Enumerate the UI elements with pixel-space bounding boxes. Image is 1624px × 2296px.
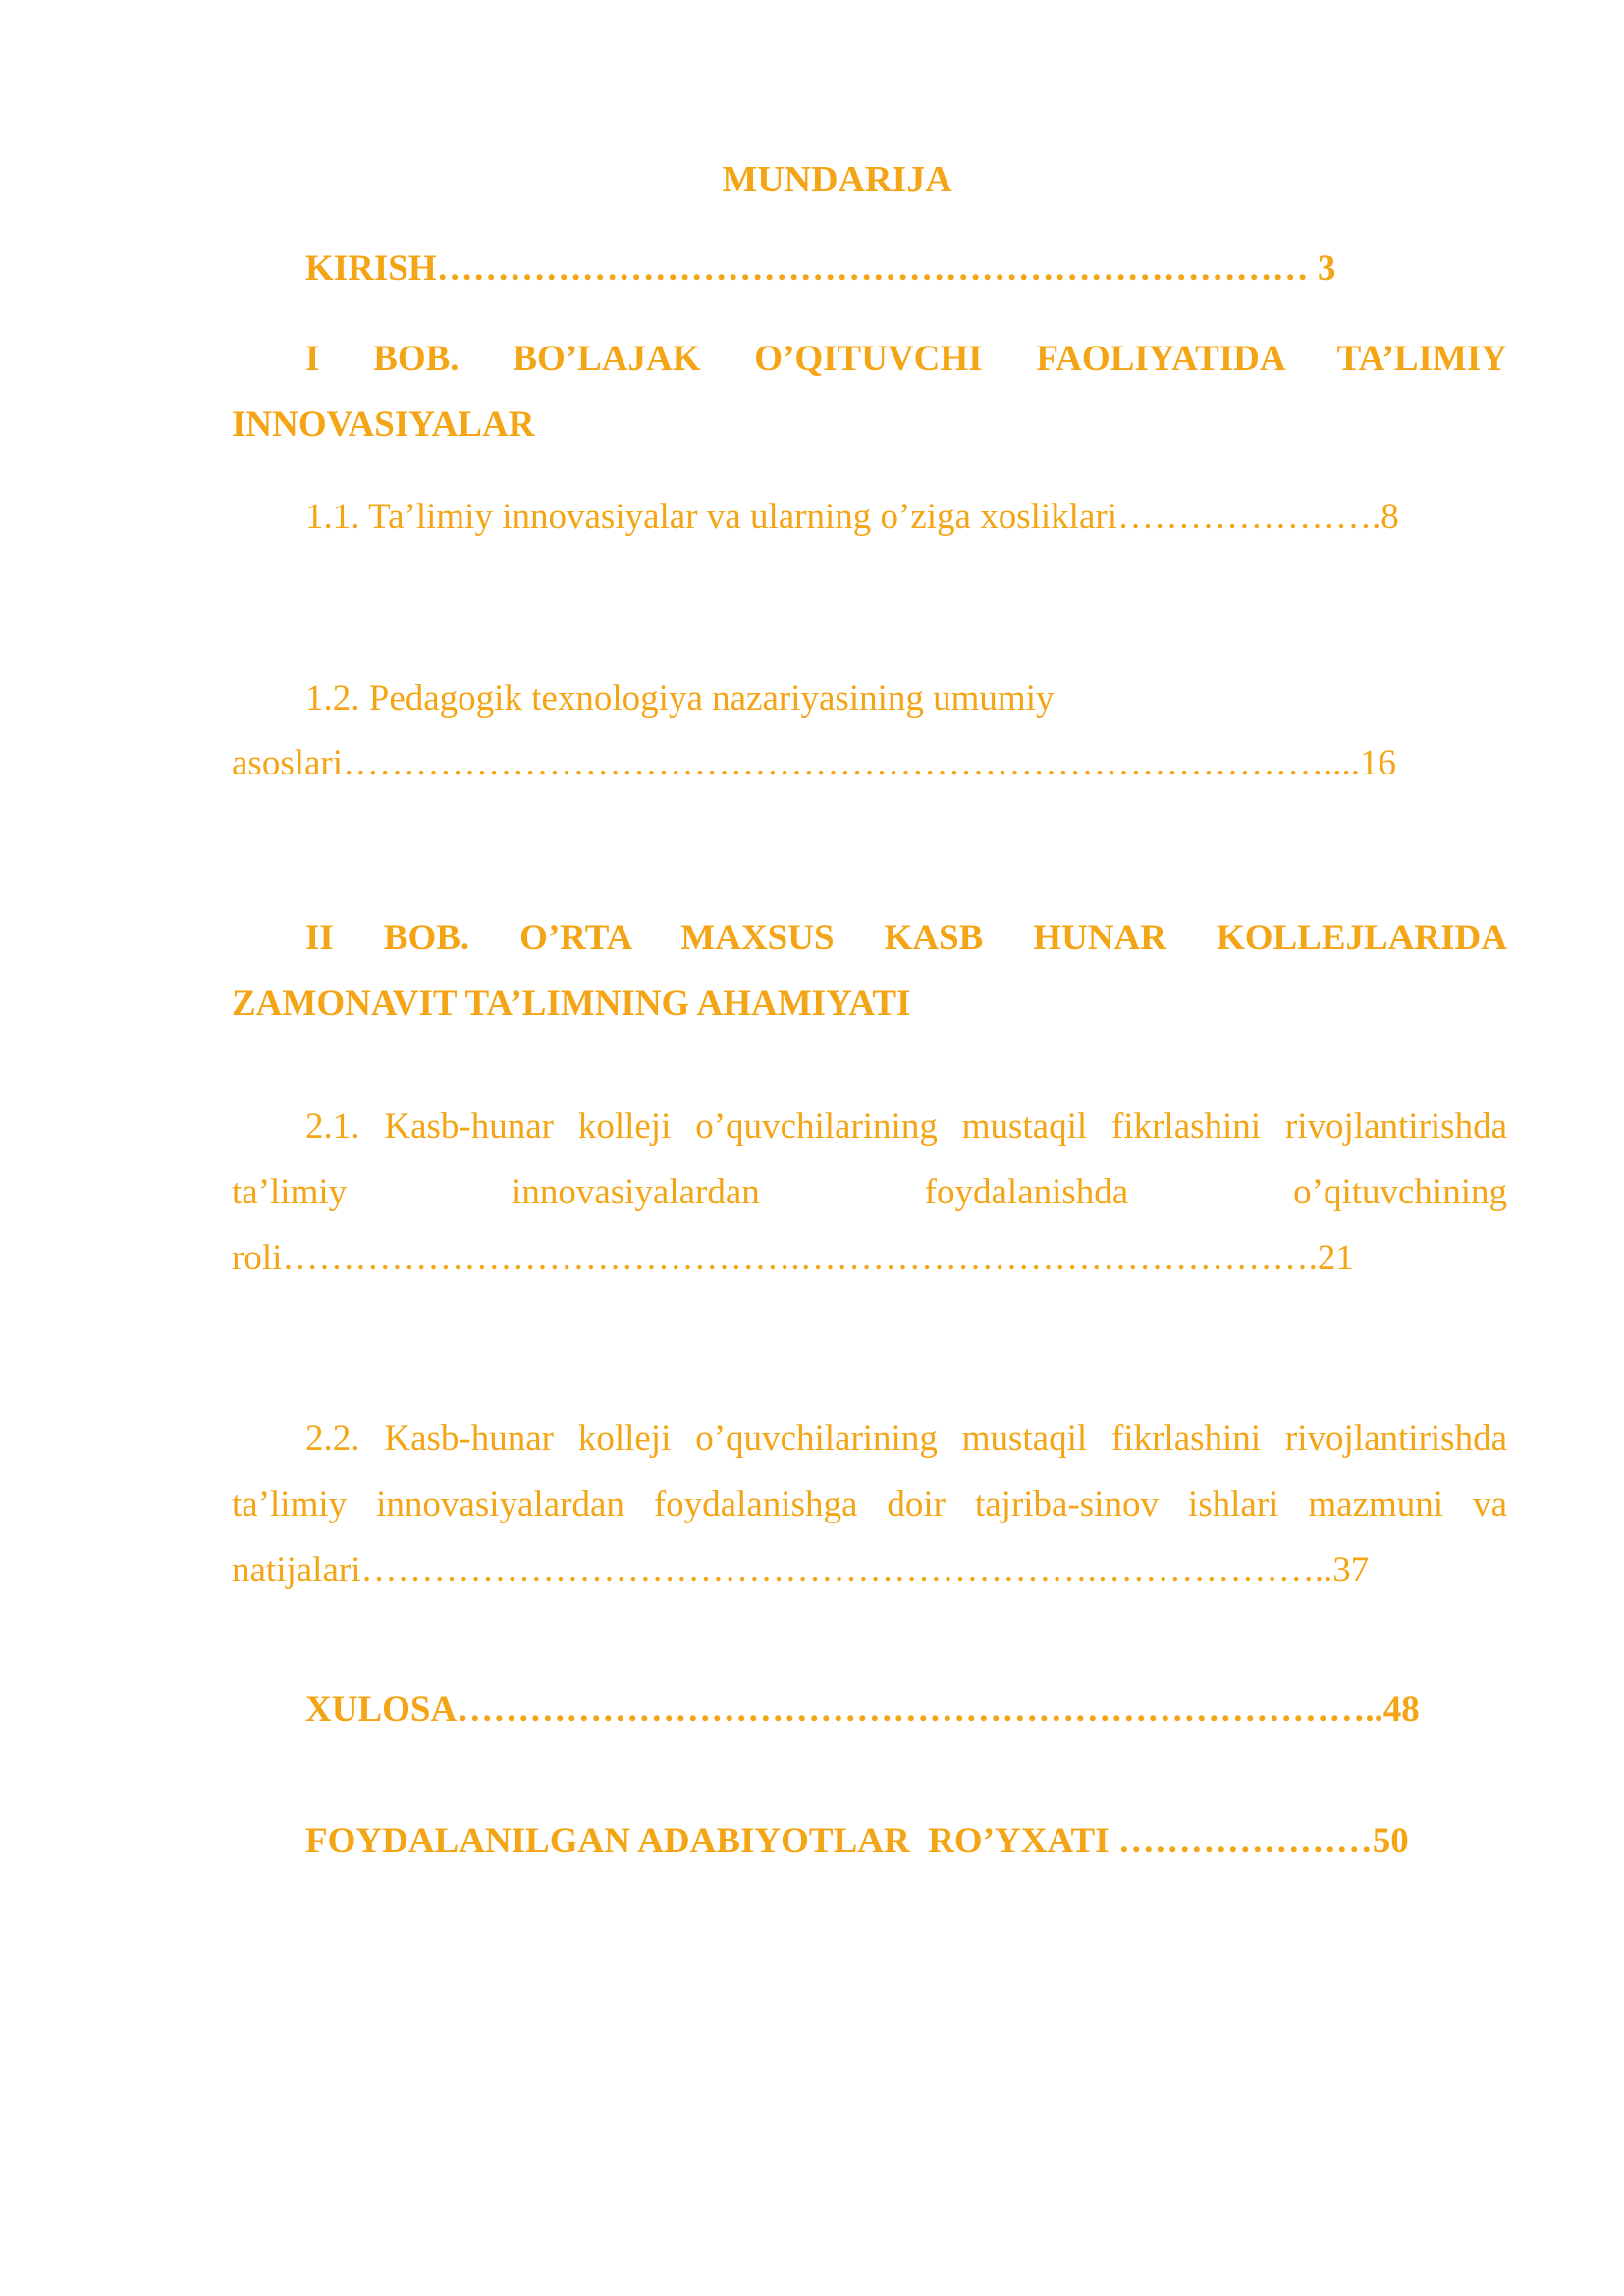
chapter-heading-line: II BOB. O’RTA MAXSUS KASB HUNAR KOLLEJLARIDA [305,918,1507,958]
toc-page-number: 50 [1372,1821,1409,1861]
chapter-heading-line: ZAMONAVIT TA’LIMNING AHAMIYATI [232,984,911,1024]
toc-page-number: .21 [1308,1238,1354,1278]
toc-entry-label: natijalari [232,1550,361,1590]
toc-leader-dots: ……………………………………………………………………… [343,743,1325,783]
toc-entry-label: roli [232,1238,283,1278]
toc-entry-line [232,1537,1507,1603]
toc-leader-dots: …………………………………….…………………………………… [282,1238,1309,1278]
toc-page-number: 3 [1308,248,1336,289]
toc-entry-1-2-line2[interactable] [232,738,1396,789]
toc-entry-line: ta’limiy innovasiyalardan foydalanishda o’qituvchining [232,1172,1507,1212]
page-title: MUNDARIJA [722,159,952,200]
toc-page-number: ..48 [1365,1689,1420,1730]
toc-leader-dots: ……………………………………………………………… [436,248,1309,289]
toc-entry-label: XULOSA [305,1689,458,1730]
toc-entry-2-2[interactable] [232,1406,1507,1603]
toc-page-number: .8 [1371,497,1399,537]
toc-page-number: ....16 [1324,743,1397,783]
toc-entry-2-1[interactable] [232,1094,1507,1291]
toc-leader-dots: …………………………………………………….……………… [360,1550,1315,1590]
toc-entry-label: 1.1. Ta’limiy innovasiyalar va ularning o’ziga xosliklari [305,497,1117,537]
toc-page-number: ..37 [1314,1550,1370,1590]
toc-entry-label: KIRISH [305,248,437,289]
toc-entry-label: asoslari [232,743,344,783]
toc-chapter-1[interactable] [232,326,1507,457]
toc-chapter-2[interactable] [232,905,1507,1037]
chapter-heading-line: INNOVASIYALAR [232,404,535,445]
toc-entry-1-1[interactable] [305,492,1399,543]
toc-entry-line [232,1225,1507,1291]
toc-entry-line: ta’limiy innovasiyalardan foydalanishga doir tajriba-sinov ishlari mazmuni va [232,1484,1507,1524]
toc-leader-dots: ………………… [1117,1821,1373,1861]
toc-entry-1-2-line1[interactable]: 1.2. Pedagogik texnologiya nazariyasining umumiy [305,678,1055,719]
toc-entry-adabiyotlar[interactable] [305,1816,1409,1867]
toc-entry-line: 2.1. Kasb-hunar kolleji o’quvchilarining mustaqil fikrlashini rivojlantirishda [305,1106,1507,1147]
toc-entry-xulosa[interactable] [305,1684,1420,1735]
toc-leader-dots: ………………………………………………………………… [457,1689,1366,1730]
toc-entry-kirish[interactable] [305,243,1335,294]
chapter-heading-line: I BOB. BO’LAJAK O’QITUVCHI FAOLIYATIDA TA’LIMIY [305,339,1507,379]
toc-entry-line: 2.2. Kasb-hunar kolleji o’quvchilarining mustaqil fikrlashini rivojlantirishda [305,1418,1507,1459]
toc-leader-dots: ………………… [1116,497,1372,537]
toc-entry-label: FOYDALANILGAN ADABIYOTLAR RO’YXATI [305,1821,1118,1861]
